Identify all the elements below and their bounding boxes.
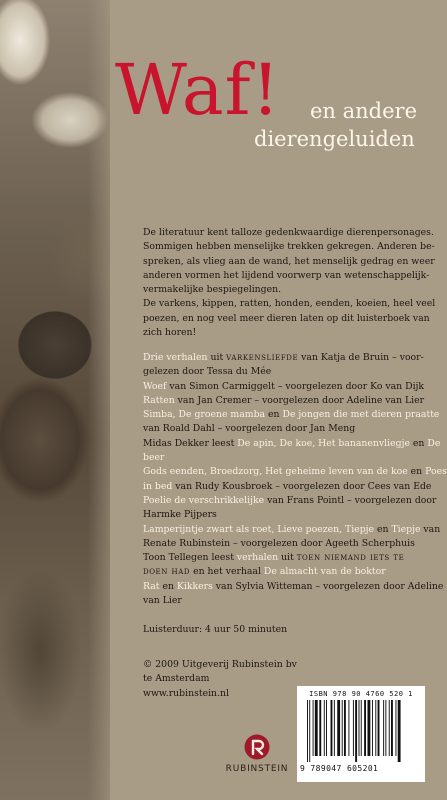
contents-line [143,465,447,479]
contents-text: van Frans Pointl – voorgelezen door [264,494,437,506]
work-title: De apin, De koe, Het bananenvliegje [237,437,410,449]
contents-text: van Sylvia Witteman – voorgelezen door Adeline [212,580,444,592]
work-title: Kikkers [176,580,213,592]
subtitle-line-2: dierengeluiden [254,127,415,151]
barcode-bar [319,700,321,756]
contents-line [143,523,441,537]
publisher-line: te Amsterdam [143,673,210,685]
book-title: Waf! [115,49,281,131]
barcode-bar [342,700,343,756]
book-title-smallcaps: toen niemand iets te [296,552,405,564]
publisher-logo-text: RUBINSTEIN [225,764,289,774]
intro-line: spreken, als vlieg aan de wand, het menselijk gedrag en weer [143,255,435,267]
contents-line [143,594,423,608]
isbn-text: ISBN 978 90 4760 520 1 [309,690,413,698]
contents-list [143,351,447,608]
publisher-line: © 2009 Uitgeverij Rubinstein bv [143,659,297,670]
contents-text: en [407,466,426,478]
intro-line: poezen, en nog veel meer dieren laten op dit luisterboek van [143,312,430,324]
barcode-bar [383,700,384,756]
work-title: Ratten [143,394,175,406]
contents-line [143,394,423,408]
work-title: Woef [143,380,167,392]
dog-photo [0,0,110,800]
barcode-bars [307,700,417,762]
photo-fade [88,0,110,800]
book-title-smallcaps: doen had [143,566,191,578]
intro-line: vermakelijke bespiegelingen. [143,284,282,296]
work-title: De almacht van de boktor [263,566,386,578]
barcode-digits: 9 789047 605201 [300,764,379,773]
contents-text: en [265,409,283,421]
barcode [297,686,425,782]
barcode-bar [353,700,354,756]
barcode-bar [364,700,366,756]
barcode-bar [395,700,396,756]
contents-line [143,494,437,508]
barcode-bar [324,700,325,756]
barcode-bar [375,700,376,756]
barcode-bar [391,700,393,756]
barcode-bar [326,700,327,756]
intro-line: anderen vormen het lijdend voorwerp van wetenschappelijk- [143,269,430,281]
contents-line [143,508,423,522]
intro-text [143,226,436,340]
contents-line [143,537,423,551]
contents-text: van Simon Carmiggelt – voorgelezen door Ko van Dijk [166,380,425,392]
intro-line: De literatuur kent talloze gedenkwaardige dierenpersonages. [143,227,434,238]
barcode-bar [398,700,401,762]
work-title: beer [143,452,165,464]
intro-line: zich horen! [143,327,197,339]
publisher-line: www.rubinstein.nl [143,687,229,699]
book-title-smallcaps: varkensliefde [226,352,299,363]
contents-line [143,551,423,565]
contents-line [143,565,423,579]
work-title: Lamperijntje zwart als roet, Lieve poezen, Tiepje [143,523,375,535]
contents-line [143,380,423,394]
contents-text: Renate Rubinstein – voorgelezen door Ageeth Scherphuis [143,537,415,549]
work-title: Simba, De groene mamba [143,409,266,421]
contents-text: van Roald Dahl – voorgelezen door Jan Meng [143,423,356,435]
work-title: De jongen die met dieren praatte [282,409,440,421]
barcode-bar [334,700,335,756]
contents-text: van Jan Cremer – voorgelezen door Adeline van Lier [174,394,425,406]
barcode-bar [372,700,373,756]
barcode-bar [309,700,310,762]
barcode-bar [337,700,340,756]
intro-line: De varkens, kippen, ratten, honden, eenden, koeien, heel veel [143,298,436,310]
contents-line [143,422,423,436]
contents-line [143,480,432,494]
barcode-bar [359,700,360,756]
work-title: Poelie de verschrikkelijke [143,494,265,506]
contents-text: en [409,437,428,449]
contents-text: Toon Tellegen leest [143,552,237,564]
contents-text: uit [278,552,297,564]
barcode-bar [361,700,362,756]
contents-line [143,351,423,365]
work-title: Poes [425,466,447,478]
contents-text: van Lier [143,595,182,607]
rubinstein-logo-icon [244,734,270,760]
contents-text: Midas Dekker leest [143,437,238,449]
contents-text: en [374,523,392,535]
barcode-bar [344,700,346,756]
contents-text: uit [207,352,227,363]
barcode-bar [307,700,308,762]
work-title: verhalen [236,552,279,564]
barcode-bar [348,700,349,756]
contents-text: en het verhaal [190,566,264,578]
contents-text: van [420,523,441,535]
contents-text: gelezen door Tessa du Mée [143,366,272,378]
work-title: De [427,437,441,449]
intro-line: Sommigen hebben menselijke trekken gekregen. Anderen be- [143,241,435,253]
contents-text: van Rudy Kousbroek – voorgelezen door Cees van Ede [172,480,432,492]
contents-text: van Katja de Bruin – voor- [298,352,424,363]
subtitle-line-1: en andere [310,99,418,123]
duration-text: Luisterduur: 4 uur 50 minuten [143,624,288,635]
work-title: Gods eenden, Broedzorg, Het geheime leven van de koe [143,466,408,478]
contents-text: en [159,580,177,592]
barcode-bar [367,700,370,756]
contents-line [143,580,444,594]
work-title: Drie verhalen [143,352,208,363]
work-title: in bed [143,480,173,492]
work-title: Tiepje [391,523,421,535]
contents-line [143,451,423,465]
contents-line [143,365,423,379]
contents-text: Harmke Pijpers [143,509,217,521]
barcode-bar [313,700,314,756]
barcode-bar [355,700,357,762]
barcode-bar [331,700,333,756]
barcode-bar [389,700,390,756]
barcode-bar [315,700,318,756]
contents-line [143,408,440,422]
work-title: Rat [143,580,160,592]
barcode-bar [385,700,386,756]
contents-line [143,437,441,451]
barcode-bar [378,700,380,756]
